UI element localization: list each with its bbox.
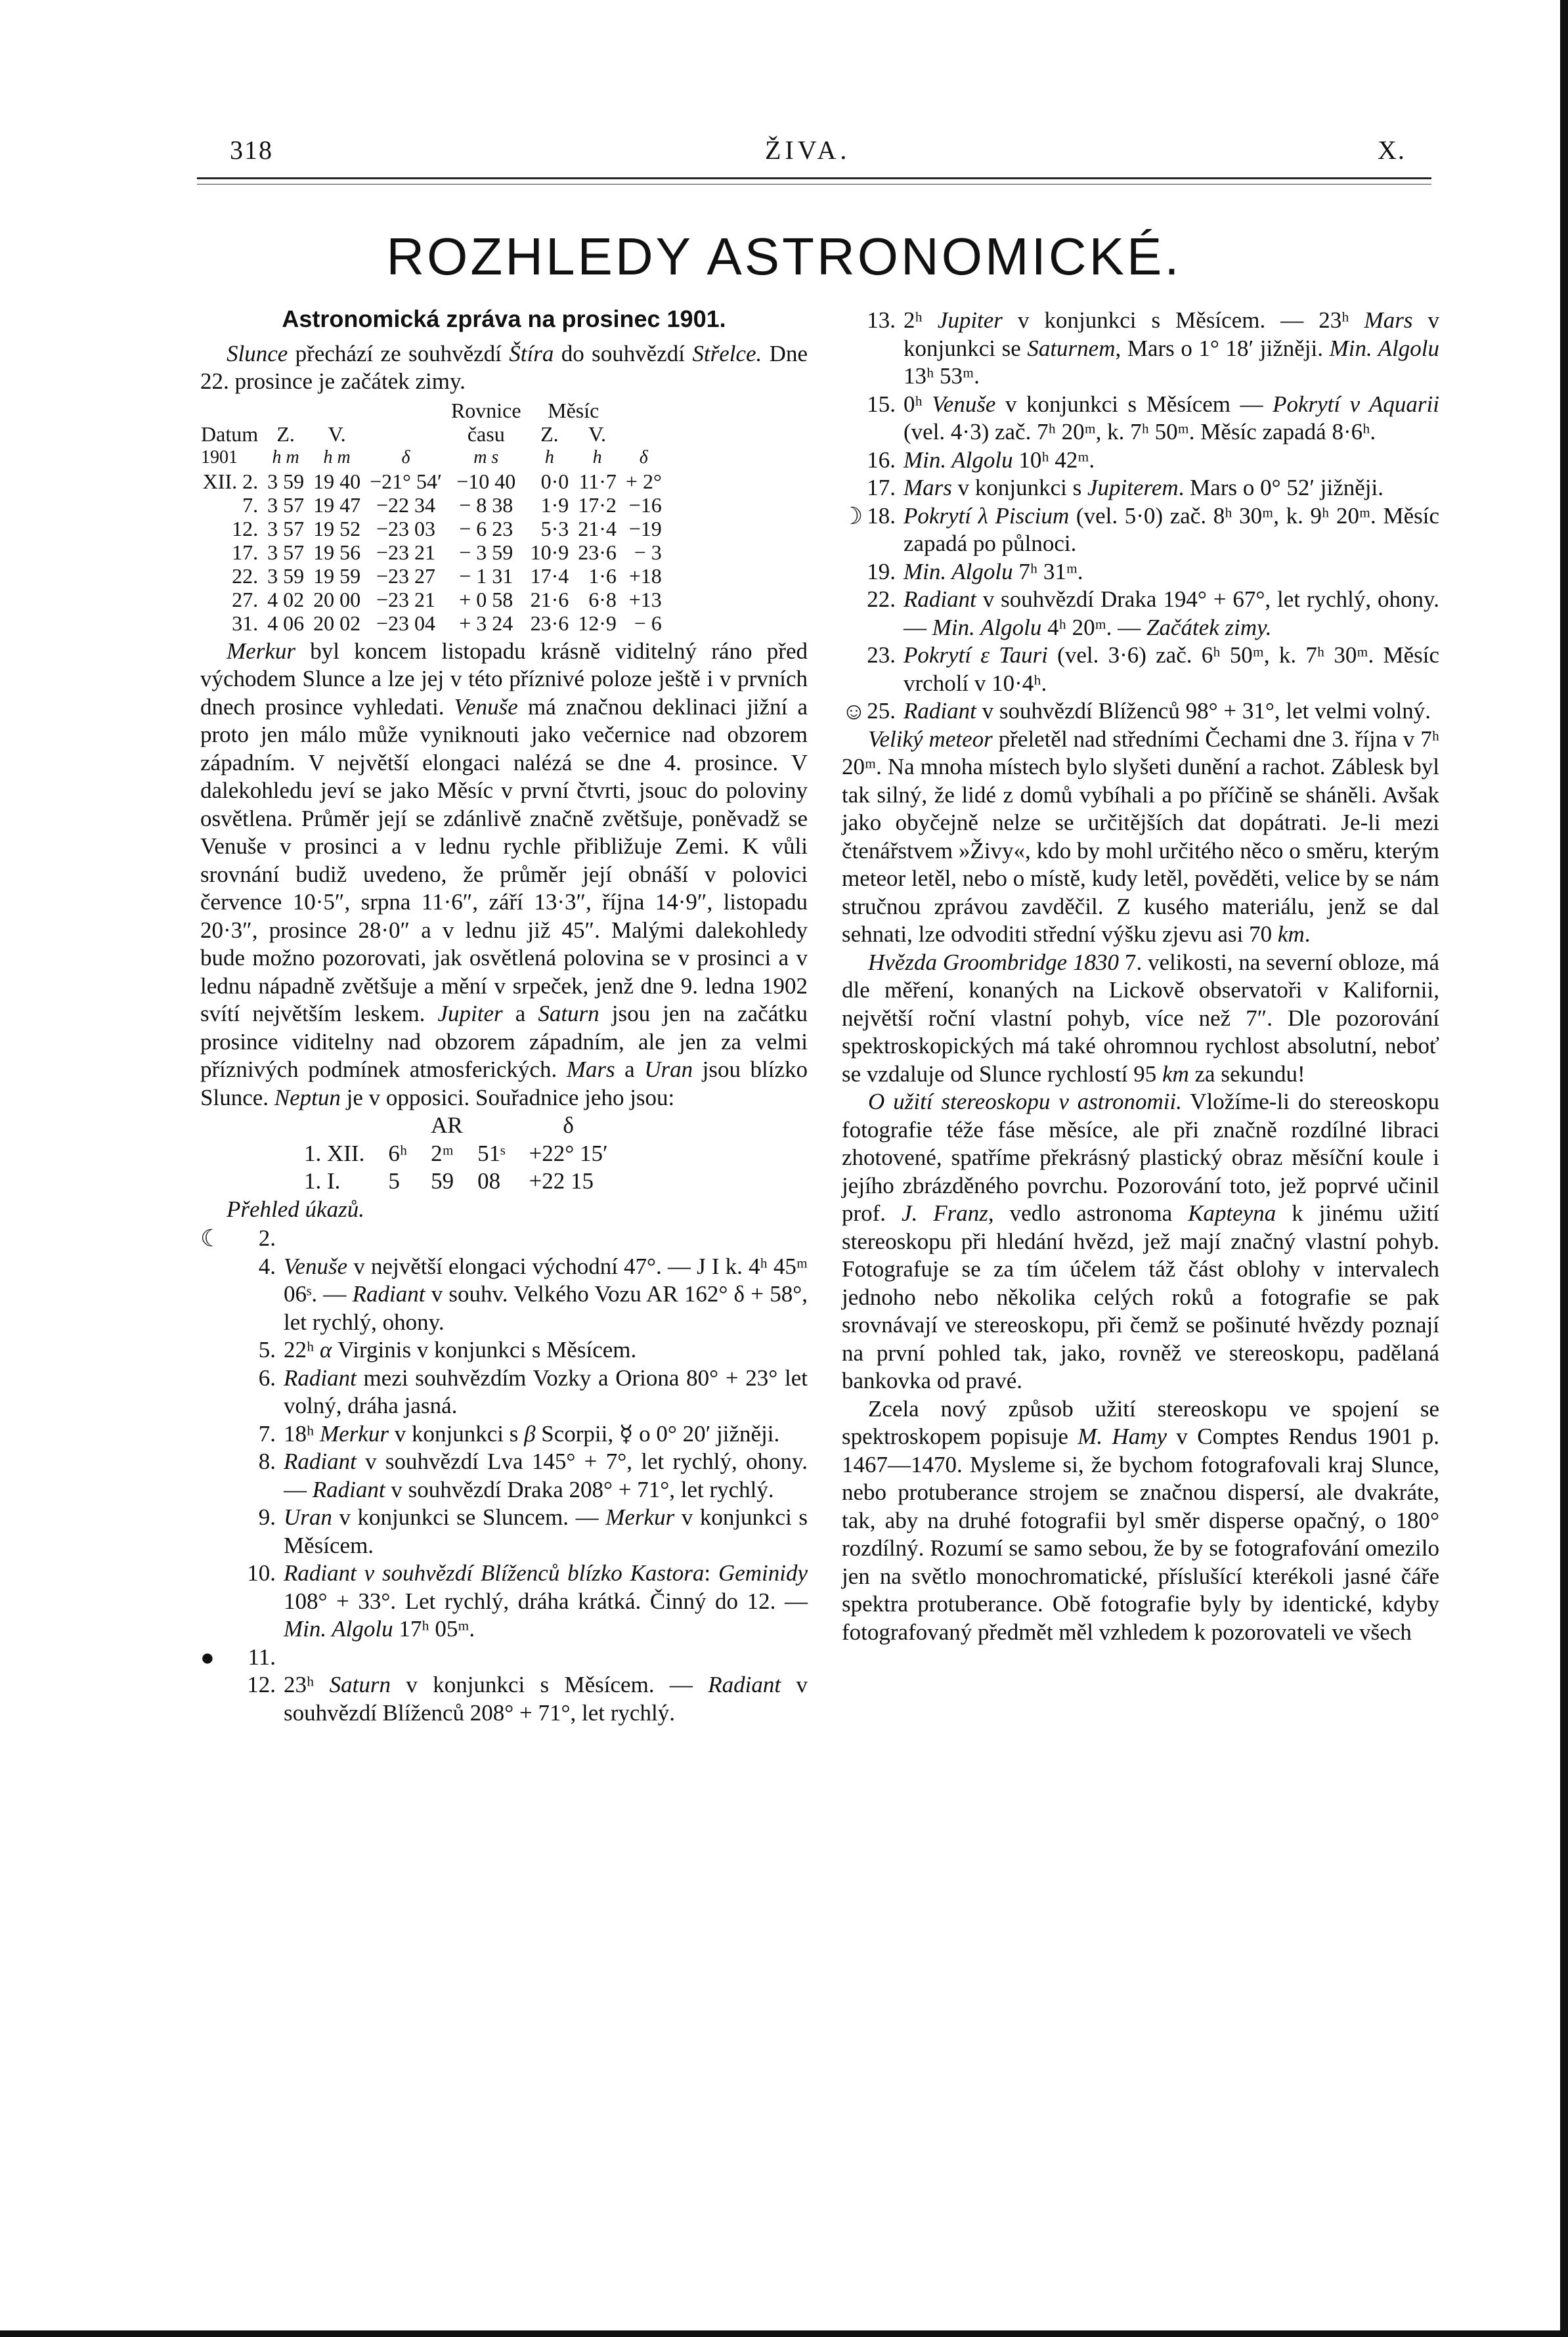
journal-title: ŽIVA. xyxy=(765,135,851,165)
moon-phase-icon xyxy=(842,586,855,642)
table-cell: −19 xyxy=(628,516,662,540)
moon-phase-icon xyxy=(842,391,855,447)
table-head-row-1 xyxy=(196,399,666,422)
table-row xyxy=(196,540,666,564)
event-day: 7. xyxy=(258,1420,276,1447)
event-text: Pokrytí ε Tauri (vel. 3·6) zač. 6ʰ 50ᵐ, k. 7ʰ 30ᵐ. Měsíc vrcholí v 10·4ʰ. xyxy=(904,642,1440,696)
event-item xyxy=(842,558,1439,586)
event-text: 23ʰ Saturn v konjunkci s Měsícem. — Radiant v souhvězdí Blíženců 208° + 71°, let rychlý. xyxy=(284,1672,808,1726)
moon-phase-icon: ☺ xyxy=(842,698,866,724)
moon-phase-icon: ● xyxy=(200,1644,215,1671)
table-row xyxy=(196,517,666,540)
coord-cell: 59 xyxy=(431,1168,454,1194)
table-cell: −21° 54′ xyxy=(370,469,442,493)
table-head-row-2 xyxy=(196,422,666,446)
event-item xyxy=(200,1420,808,1449)
table-row xyxy=(196,493,666,517)
table-cell: + 2° xyxy=(625,469,662,493)
moon-phase-icon xyxy=(200,1560,240,1644)
table-cell: + 0 58 xyxy=(459,587,513,611)
table-unit: δ xyxy=(639,447,648,468)
event-item xyxy=(842,391,1439,447)
table-cell: 23·6 xyxy=(530,611,569,635)
table-cell: 11·7 xyxy=(578,469,617,493)
table-cell: 19 52 xyxy=(313,516,361,540)
article-paragraph: O užití stereoskopu v astronomii. Vložíme-li do stereoskopu fotografie téže fáse měsíce, ale při značně rozdílné libraci zhotovené, spatříme překrásný plastický obraz měsíční koule i jejího zbrázděného povrchu. Pozorování toto, jež poprvé učinil prof. J. Franz, vedlo astronoma Kapteyna k jinému užití stereoskopu při hledání hvězd, jež mají značný vlastní pohyb. Fotografuje se za tím účelem táž část oblohy v intervalech jednoho nebo několika celých roků a fotografie se pak srovnávají ve stereoskopu, při čemž se pošinuté hvězdy poznají na první pohled tak, jako, rovněž ve stereoskopu, padělaná bankovka od pravé. xyxy=(842,1089,1440,1393)
table-cell: 23·6 xyxy=(578,540,617,564)
table-cell: 1·6 xyxy=(588,563,617,588)
table-cell: +13 xyxy=(628,587,662,611)
table-unit: h m xyxy=(272,447,299,468)
event-day: 25. xyxy=(867,698,896,724)
event-text: Mars v konjunkci s Jupiterem. Mars o 0° 52′ jižněji. xyxy=(904,475,1383,500)
event-text: Radiant v souhvězdí Lva 145° + 7°, let rychlý, ohony. — Radiant v souhvězdí Draka 208° + 71°, let rychlý. xyxy=(284,1449,808,1502)
moon-phase-icon xyxy=(842,447,855,475)
table-cell: − 3 59 xyxy=(459,540,513,564)
table-head: Rovnice xyxy=(450,398,521,422)
coord-cell: 2ᵐ xyxy=(431,1140,454,1166)
table-cell: 20 00 xyxy=(313,587,361,611)
table-unit: h m xyxy=(323,447,351,468)
event-item xyxy=(200,1365,808,1420)
table-head: V. xyxy=(328,422,346,446)
coord-head-delta: δ xyxy=(563,1112,574,1138)
coord-row xyxy=(292,1140,620,1168)
table-cell: 12·9 xyxy=(578,611,617,635)
left-column xyxy=(200,305,808,1727)
moon-phase-icon xyxy=(200,1253,240,1337)
table-year: 1901 xyxy=(201,447,238,468)
table-cell: XII. 2. xyxy=(202,469,259,493)
table-cell: −23 21 xyxy=(376,540,436,564)
event-text: 18ʰ Merkur v konjunkci s β Scorpii, ☿ o 0° 20′ jižněji. xyxy=(284,1420,780,1447)
event-day: 13. xyxy=(867,307,896,333)
table-cell: 19 47 xyxy=(313,492,361,517)
moon-phase-icon xyxy=(842,307,855,391)
event-day: 8. xyxy=(258,1449,276,1474)
table-cell: 19 59 xyxy=(313,563,361,588)
table-cell: − 3 xyxy=(634,540,662,564)
table-cell: −10 40 xyxy=(456,469,516,493)
event-day: 15. xyxy=(867,391,896,417)
event-text: Venuše v největší elongaci východní 47°. — J I k. 4ʰ 45ᵐ 06ˢ. — Radiant v souhv. Velkého Vozu AR 162° δ + 58°, let rychlý, ohony. xyxy=(284,1253,808,1335)
event-day: 10. xyxy=(247,1560,276,1586)
event-item xyxy=(842,474,1439,502)
table-row xyxy=(196,611,666,635)
header-rule xyxy=(197,177,1431,179)
event-day: 2. xyxy=(258,1225,276,1251)
table-cell: −16 xyxy=(628,492,662,517)
event-item xyxy=(842,447,1439,475)
event-day: 9. xyxy=(258,1504,276,1530)
intro-paragraph: Slunce přechází ze souhvězdí Štíra do souhvězdí Střelce. Dne 22. prosince je začátek zimy. xyxy=(200,340,808,394)
table-cell: 6·8 xyxy=(588,587,617,611)
table-row xyxy=(196,470,666,493)
table-cell: 20 02 xyxy=(313,611,361,635)
event-item xyxy=(200,1671,808,1727)
article-paragraph: Hvězda Groombridge 1830 7. velikosti, na severní obloze, má dle měření, konaných na Lickově observatoři v Kalifornii, největší roční vlastní pohyb, více než 7″. Dle pozorování spektroskopických má také ohromnou rychlost absolutní, neboť se vzdaluje od Slunce rychlostí 95 km za sekundu! xyxy=(842,949,1439,1087)
table-cell: 21·6 xyxy=(530,587,569,611)
event-item xyxy=(842,307,1439,391)
table-row xyxy=(196,588,666,611)
volume-number: X. xyxy=(1378,135,1406,165)
event-day: 6. xyxy=(258,1365,276,1391)
table-head: Z. xyxy=(276,422,295,446)
table-head: Datum xyxy=(201,422,259,446)
planets-paragraph: Merkur byl koncem listopadu krásně viditelný ráno před východem Slunce a lze jej v této příznivé poloze ještě i v prvních dnech prosince vyhledati. Venuše má značnou deklinaci jižní a proto jen málo může vyniknouti jako večernice nad obzorem západním. V největší elongaci nalézá se dne 4. prosince. V dalekohledu jeví se jako Měsíc v první čtvrti, jsouc do poloviny osvětlena. Průměr její se zdánlivě značně zvětšuje, poněvadž se Venuše v prosinci a v lednu rychle přibližuje Zemi. K vůli srovnání budiž uvedeno, že průměr její obnáší v polovici července 10·5″, srpna 11·6″, září 13·3″, října 14·9″, listopadu 20·3″, prosince 28·0″ a v lednu již 45″. Malými dalekohledy bude možno pozorovati, jak osvětlená polovina se v prosinci a v lednu nápadně zvětšuje a mění v srpeček, jenž dne 9. ledna 1902 svítí největším leskem. Jupiter a Saturn jsou jen na začátku prosince viditelny nad obzorem západním, ale jen za velmi příznivých podmínek atmosferických. Mars a Uran jsou blízko Slunce. Neptun je v opposici. Souřadnice jeho jsou: xyxy=(200,638,808,1110)
table-cell: − 6 xyxy=(634,611,662,635)
right-column xyxy=(842,305,1439,1646)
event-item xyxy=(200,1504,808,1560)
sun-moon-table xyxy=(196,399,666,635)
report-heading: Astronomická zpráva na prosinec 1901. xyxy=(282,305,726,332)
table-cell: −23 27 xyxy=(376,563,436,588)
event-item xyxy=(200,1336,808,1365)
header-rule-thin xyxy=(197,184,1431,185)
right-paragraphs xyxy=(842,726,1439,1647)
neptune-coordinates xyxy=(292,1112,620,1196)
event-item xyxy=(200,1448,808,1504)
event-day: 17. xyxy=(867,475,896,500)
table-cell: 3 57 xyxy=(267,516,305,540)
coord-cell: 08 xyxy=(477,1168,501,1194)
moon-phase-icon xyxy=(200,1420,240,1449)
moon-phase-icon: ☾ xyxy=(200,1225,222,1252)
table-cell: 19 40 xyxy=(313,469,361,493)
event-item xyxy=(842,642,1439,697)
event-text: 0ʰ Venuše v konjunkci s Měsícem — Pokrytí v Aquarii (vel. 4·3) zač. 7ʰ 20ᵐ, k. 7ʰ 50ᵐ. Měsíc zapadá 8·6ʰ. xyxy=(904,391,1439,445)
table-cell: 19 56 xyxy=(313,540,361,564)
table-cell: 17·2 xyxy=(578,492,617,517)
table-cell: − 1 31 xyxy=(459,563,513,588)
event-text: Radiant v souhvězdí Blíženců blízko Kastora: Geminidy 108° + 33°. Let rychlý, dráha krátká. Činný do 12. — Min. Algolu 17ʰ 05ᵐ. xyxy=(284,1560,808,1642)
table-cell: 10·9 xyxy=(530,540,569,564)
event-text: 22ʰ α Virginis v konjunkci s Měsícem. xyxy=(284,1337,637,1363)
table-cell: 31. xyxy=(232,611,259,635)
table-cell: −23 03 xyxy=(376,516,436,540)
table-cell: 7. xyxy=(242,492,259,517)
moon-phase-icon xyxy=(200,1365,240,1420)
moon-phase-icon xyxy=(842,474,855,502)
table-head: Měsíc xyxy=(548,398,599,422)
table-row xyxy=(196,564,666,588)
table-unit: m s xyxy=(473,447,499,468)
table-cell: 22. xyxy=(232,563,259,588)
event-text xyxy=(284,1225,808,1253)
event-day: 16. xyxy=(867,447,896,473)
event-item xyxy=(842,586,1439,642)
table-cell: 1·9 xyxy=(540,492,569,517)
table-cell: 0·0 xyxy=(540,469,569,493)
moon-phase-icon xyxy=(200,1671,240,1727)
table-unit: h xyxy=(592,447,602,468)
left-events-list xyxy=(200,1225,808,1727)
table-head: Z. xyxy=(540,422,559,446)
table-head: času xyxy=(467,422,505,446)
coord-cell: +22° 15′ xyxy=(529,1140,608,1166)
coord-cell: 1. I. xyxy=(304,1168,341,1194)
table-cell: 3 59 xyxy=(267,469,305,493)
event-item xyxy=(842,697,1439,726)
table-cell: 4 06 xyxy=(267,611,305,635)
table-cell: 3 59 xyxy=(267,563,305,588)
event-text: Min. Algolu 7ʰ 31ᵐ. xyxy=(904,558,1083,584)
table-cell: + 3 24 xyxy=(459,611,513,635)
event-day: 18. xyxy=(867,502,896,529)
table-cell: − 8 38 xyxy=(459,492,513,517)
article-paragraph: Veliký meteor přeletěl nad středními Čechami dne 3. října v 7ʰ 20ᵐ. Na mnoha místech bylo slyšeti dunění a rachot. Záblesk byl tak silný, že lidé z domů vybíhali a po příčině se sháněli. Avšak jako obyčejně nelze se určitějších dat dopátrati. Je-li mezi čtenářstvem »Živy«, kdo by mohl určitého něco o směru, kterým meteor letěl, nebo o místě, kudy letěl, pověděti, velice by se nám stručnou zprávou zavděčil. Z kusého materiálu, jenž se dal sehnati, lze odvoditi střední výšku zjevu asi 70 km. xyxy=(842,726,1439,947)
event-day: 5. xyxy=(258,1337,276,1363)
right-events-list xyxy=(842,307,1439,726)
table-cell: 21·4 xyxy=(578,516,617,540)
event-text: Min. Algolu 10ʰ 42ᵐ. xyxy=(904,447,1095,473)
event-text xyxy=(284,1644,808,1672)
table-unit: h xyxy=(544,447,554,468)
moon-phase-icon: ☽ xyxy=(842,502,863,529)
moon-phase-icon xyxy=(842,558,855,586)
table-cell: −23 04 xyxy=(376,611,436,635)
section-title: ROZHLEDY ASTRONOMICKÉ. xyxy=(386,227,1182,286)
table-cell: −22 34 xyxy=(376,492,436,517)
table-cell: 17. xyxy=(232,540,259,564)
event-text: Radiant mezi souhvězdím Vozky a Oriona 80° + 23° let volný, dráha jasná. xyxy=(284,1365,808,1418)
table-cell: +18 xyxy=(628,563,662,588)
table-cell: − 6 23 xyxy=(459,516,513,540)
event-item xyxy=(200,1253,808,1337)
moon-phase-icon xyxy=(200,1504,240,1560)
event-day: 22. xyxy=(867,586,896,612)
overview-label: Přehled úkazů. xyxy=(227,1196,364,1222)
coord-row xyxy=(292,1168,620,1196)
table-cell: −23 21 xyxy=(376,587,436,611)
event-text: 2ʰ Jupiter v konjunkci s Měsícem. — 23ʰ Mars v konjunkci se Saturnem, Mars o 1° 18′ jižněji. Min. Algolu 13ʰ 53ᵐ. xyxy=(904,307,1439,389)
coord-cell: 1. XII. xyxy=(304,1140,365,1166)
coord-head-ar: AR xyxy=(431,1112,463,1138)
table-cell: 12. xyxy=(232,516,259,540)
table-head: V. xyxy=(588,422,607,446)
table-cell: 17·4 xyxy=(530,563,569,588)
coord-cell: 5 xyxy=(388,1168,400,1194)
event-text: Uran v konjunkci se Sluncem. — Merkur v konjunkci s Měsícem. xyxy=(284,1504,808,1558)
article-paragraph: Zcela nový způsob užití stereoskopu ve spojení se spektroskopem popisuje M. Hamy v Comptes Rendus 1901 p. 1467—1470. Mysleme si, že bychom fotografovali kraj Slunce, nebo protuberance strojem se značnou dispersí, ale dvakráte, tak, aby na druhé fotografii byl směr disperse opačný, o 180° rozdílný. Rozumí se samo sebou, že by se fotografování omezilo jen na světlo monochromatické, příslušící kterékoli jasné čáře spektra protuberance. Obě fotografie byly by identické, kdyby fotografovaný předmět měl vzhledem k pozorovateli ve všech xyxy=(842,1395,1439,1645)
event-text: Radiant v souhvězdí Draka 194° + 67°, let rychlý, ohony. — Min. Algolu 4ʰ 20ᵐ. — Začátek zimy. xyxy=(904,586,1439,640)
table-unit: δ xyxy=(401,447,410,468)
table-units-row xyxy=(196,446,666,470)
event-day: 23. xyxy=(867,642,896,668)
event-text: Radiant v souhvězdí Blíženců 98° + 31°, let velmi volný. xyxy=(904,698,1431,724)
coord-cell: +22 15 xyxy=(529,1168,594,1194)
table-cell: 3 57 xyxy=(267,492,305,517)
table-cell: 27. xyxy=(232,587,259,611)
moon-phase-icon xyxy=(842,642,855,697)
event-day: 11. xyxy=(248,1644,276,1670)
table-cell: 5·3 xyxy=(540,516,569,540)
coord-cell: 51ˢ xyxy=(477,1140,506,1166)
event-day: 4. xyxy=(258,1253,276,1279)
coord-cell: 6ʰ xyxy=(388,1140,408,1166)
moon-phase-icon xyxy=(200,1448,240,1504)
event-item xyxy=(200,1644,808,1672)
table-cell: 3 57 xyxy=(267,540,305,564)
table-cell: 4 02 xyxy=(267,587,305,611)
event-item xyxy=(842,502,1439,558)
page-number: 318 xyxy=(230,135,273,165)
event-item xyxy=(200,1225,808,1253)
event-day: 19. xyxy=(867,558,896,584)
event-day: 12. xyxy=(247,1672,276,1697)
event-item xyxy=(200,1560,808,1644)
event-text: Pokrytí λ Piscium (vel. 5·0) zač. 8ʰ 30ᵐ, k. 9ʰ 20ᵐ. Měsíc zapadá po půlnoci. xyxy=(904,502,1440,556)
moon-phase-icon xyxy=(200,1336,240,1365)
